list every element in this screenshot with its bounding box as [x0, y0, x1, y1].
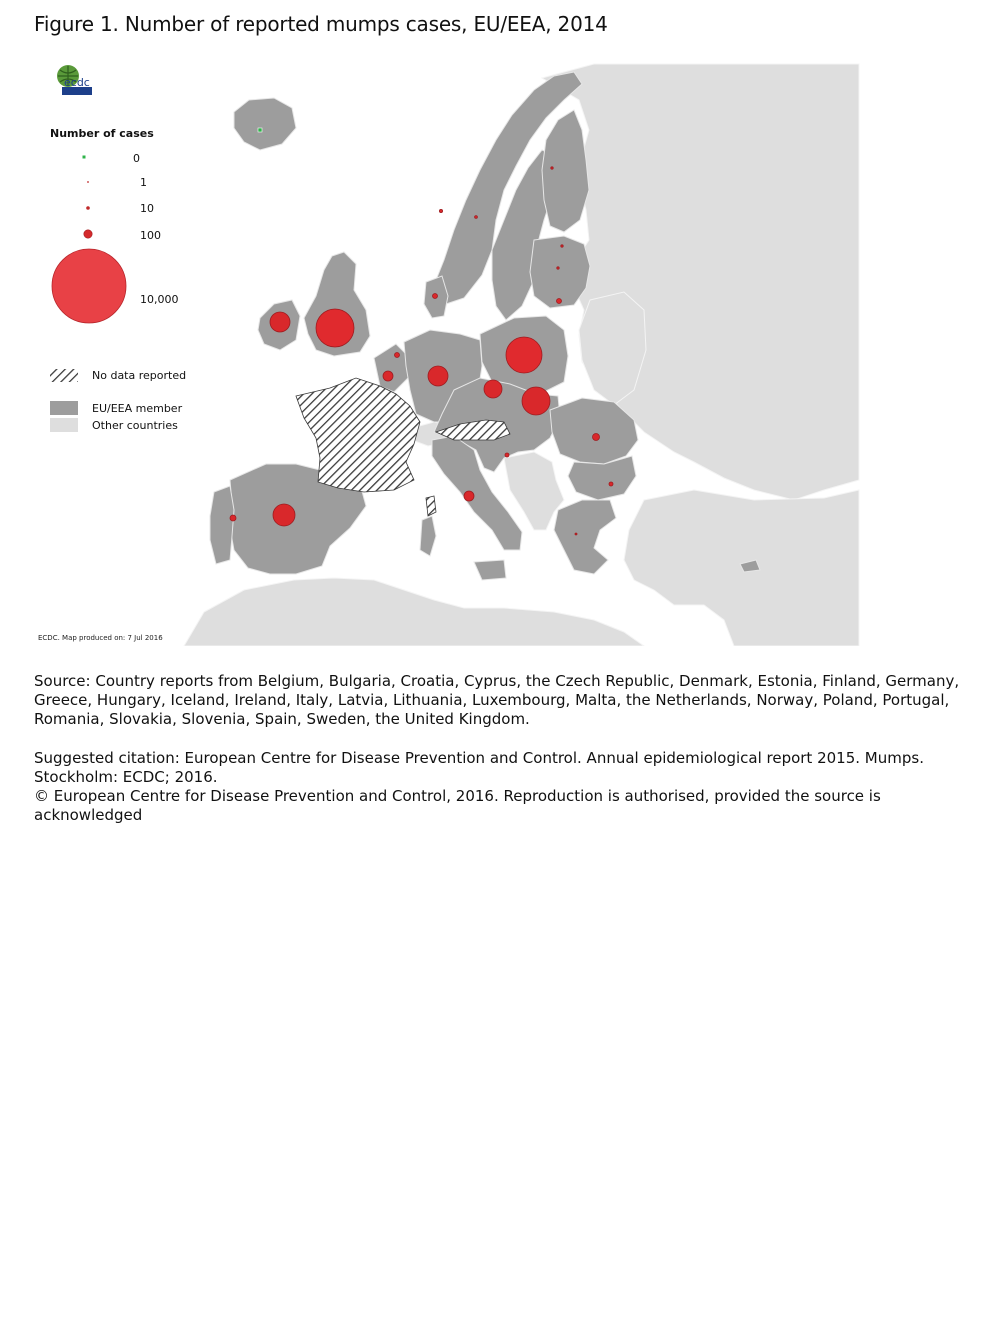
legend-swatch-10000 [52, 249, 126, 323]
bubble-united-kingdom [316, 309, 354, 347]
legend-swatch-eu [50, 401, 78, 415]
bubble-slovakia-hungary [522, 387, 550, 415]
bubble-sweden [475, 216, 478, 219]
legend-title: Number of cases [50, 127, 154, 140]
legend-label-100: 100 [140, 229, 161, 242]
bubble-latvia [557, 267, 559, 269]
source-note: Source: Country reports from Belgium, Bulgaria, Croatia, Cyprus, the Czech Republic, Denmark, Estonia, Finland, Germany, Greece, Hungary, Iceland, Ireland, Italy, Latvia, Lithuania, Luxembourg, Malta, the Netherlands, Norway, Poland, Portugal, Romania, Slovakia, Slovenia, Spain, Sweden, the United Kingdom. [34, 672, 960, 728]
legend-label-nodata: No data reported [92, 369, 187, 382]
figure-title: Figure 1. Number of reported mumps cases, EU/EEA, 2014 [34, 12, 608, 36]
bubble-iceland [258, 128, 262, 132]
bubble-finland [551, 167, 553, 169]
bubble-croatia [505, 453, 509, 457]
legend-label-10000: 10,000 [140, 293, 179, 306]
legend-swatch-0 [83, 156, 86, 159]
copyright-note: © European Centre for Disease Prevention and Control, 2016. Reproduction is authorised, provided the source is acknowledged [34, 787, 881, 824]
bubble-denmark [433, 294, 438, 299]
legend-swatch-10 [86, 206, 90, 210]
legend-label-other: Other countries [92, 419, 178, 432]
bubble-poland [506, 337, 542, 373]
map-panel [34, 60, 860, 646]
bubble-portugal [230, 515, 236, 521]
bubble-lithuania [557, 299, 562, 304]
bubble-estonia [561, 245, 563, 247]
bubble-greece [575, 533, 577, 535]
bubble-bulgaria [609, 482, 613, 486]
bubble-romania [593, 434, 600, 441]
bubble-belgium [383, 371, 393, 381]
map-produced-note: ECDC. Map produced on: 7 Jul 2016 [38, 634, 163, 642]
bubble-spain [273, 504, 295, 526]
legend-label-0: 0 [133, 152, 140, 165]
europe-map [34, 60, 860, 646]
bubble-czech-republic [484, 380, 502, 398]
logo-text: ecdc [64, 76, 90, 89]
bubble-netherlands [395, 353, 400, 358]
bubble-ireland [270, 312, 290, 332]
bubble-norway [439, 209, 442, 212]
legend-swatch-1 [87, 181, 89, 183]
bubble-germany [428, 366, 448, 386]
legend-swatch-100 [84, 230, 92, 238]
citation-note: Suggested citation: European Centre for Disease Prevention and Control. Annual epidemiological report 2015. Mumps. Stockholm: ECDC; 2016. [34, 749, 924, 786]
bubble-italy [464, 491, 474, 501]
legend-swatch-other [50, 418, 78, 432]
legend-label-10: 10 [140, 202, 154, 215]
legend-label-1: 1 [140, 176, 147, 189]
legend-swatch-nodata [50, 369, 78, 382]
legend-label-eu: EU/EEA member [92, 402, 183, 415]
